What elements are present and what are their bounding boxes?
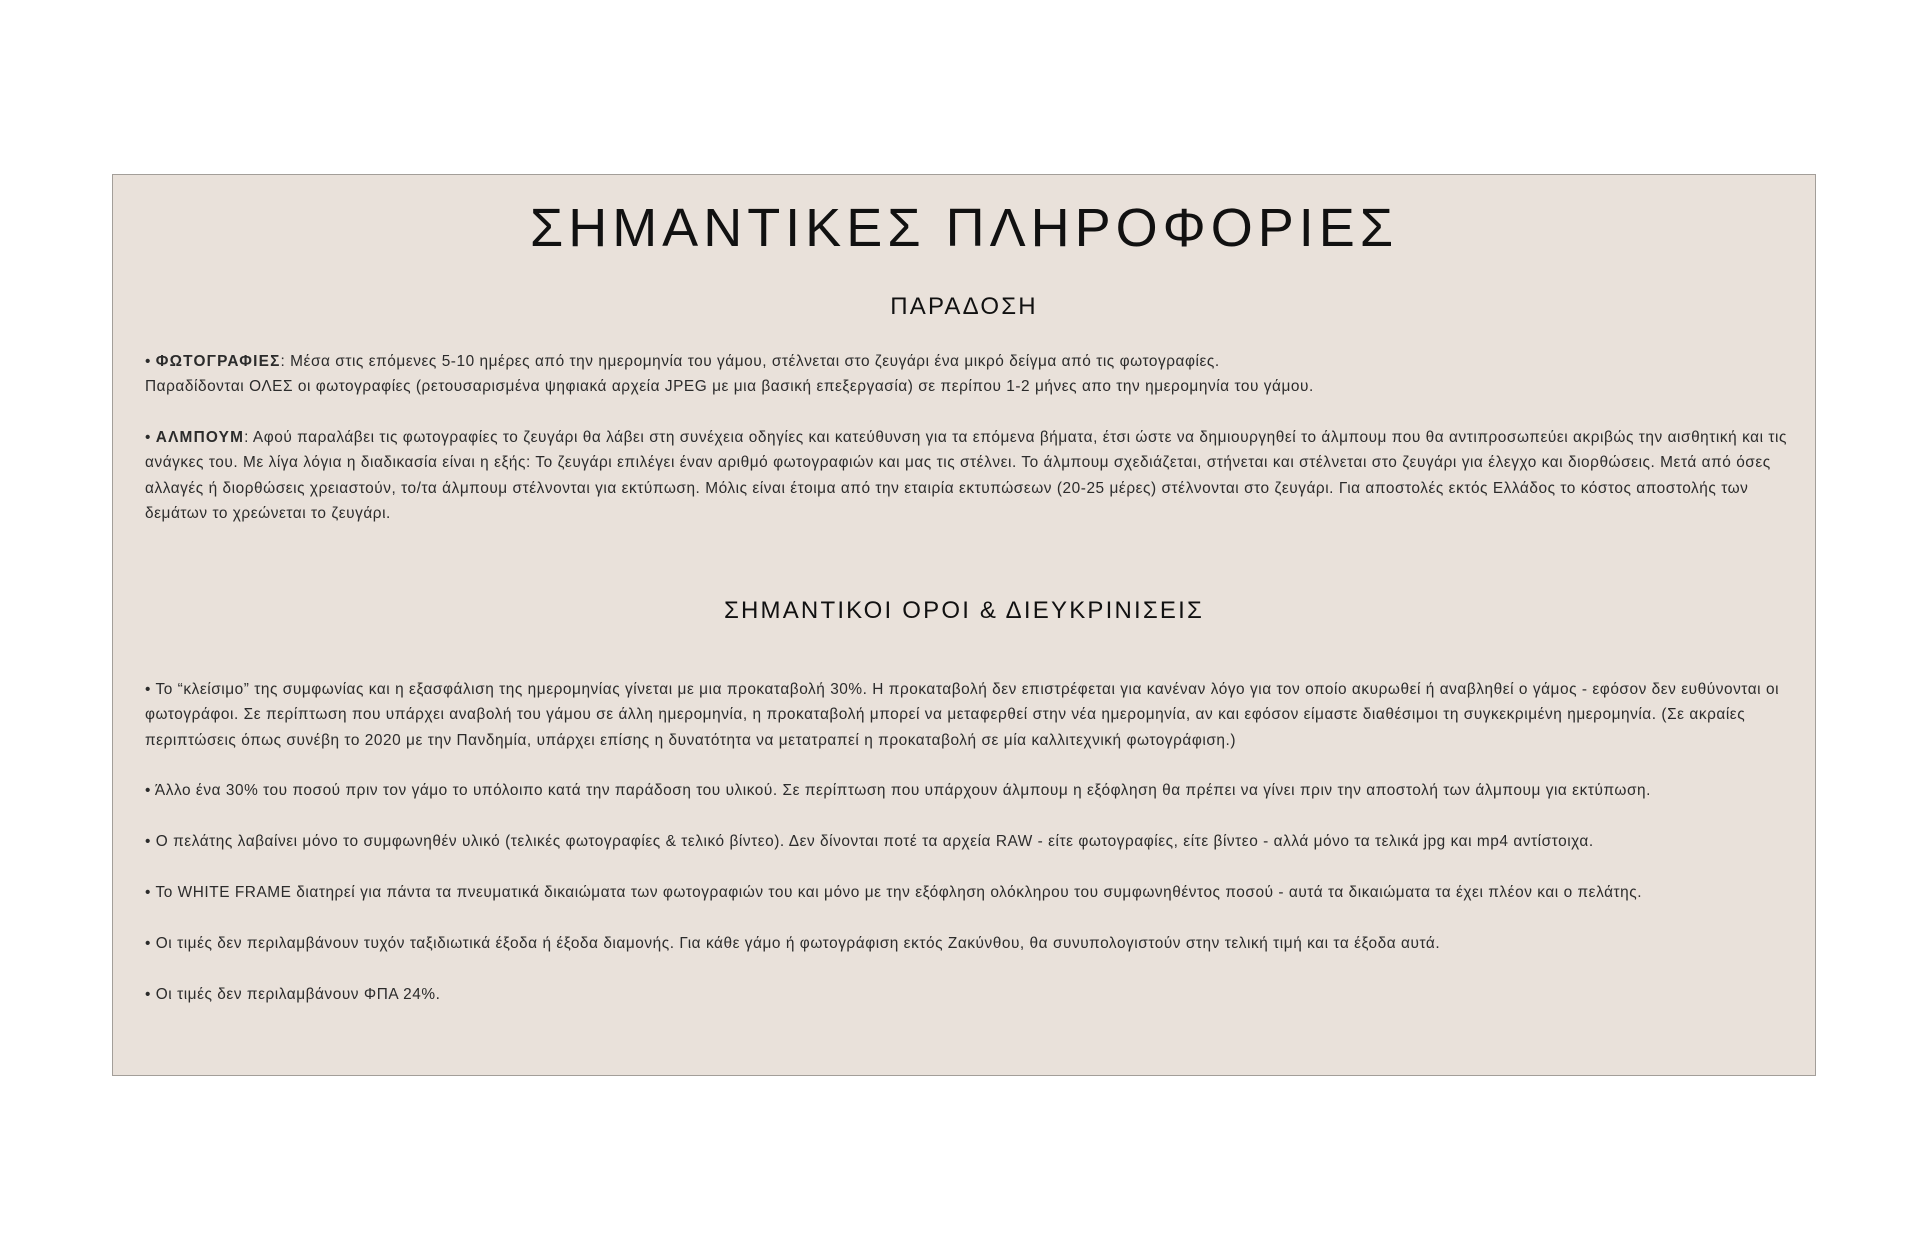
travel-term: • Οι τιμές δεν περιλαμβάνουν τυχόν ταξιδιωτικά έξοδα ή έξοδα διαμονής. Για κάθε γάμο ή φωτογράφιση εκτός Ζακύνθου, θα συνυπολογιστούν στην τελική τιμή και τα έξοδα αυτά. bbox=[145, 935, 1441, 952]
vat-term: • Οι τιμές δεν περιλαμβάνουν ΦΠΑ 24%. bbox=[145, 986, 441, 1003]
photos-bullet: • bbox=[145, 353, 156, 370]
material-term: • Ο πελάτης λαβαίνει μόνο το συμφωνηθέν υλικό (τελικές φωτογραφίες & τελικό βίντεο). Δεν δίνονται ποτέ τα αρχεία RAW - είτε φωτογραφίες, είτε βίντεο - αλλά μόνο τα τελικά jpg και mp4 αντίστοιχα. bbox=[145, 833, 1594, 850]
info-panel bbox=[112, 174, 1816, 1076]
album-paragraph bbox=[145, 425, 1790, 526]
booking-term: • Το “κλείσιμο” της συμφωνίας και η εξασφάλιση της ημερομηνίας γίνεται με μια προκαταβολή 30%. Η προκαταβολή δεν επιστρέφεται για κανέναν λόγο για τον οποίο ακυρωθεί ή αναβληθεί ο γάμος - εφόσον δεν ευθύνονται οι φωτογράφοι. Σε περίπτωση που υπάρχει αναβολή του γάμου σε άλλη ημερομηνία, η προκαταβολή μπορεί να μεταφερθεί στην νέα ημερομηνία, αν και εφόσον είμαστε διαθέσιμοι τη συγκεκριμένη ημερομηνία. (Σε ακραίες περιπτώσεις όπως συνέβη το 2020 με την Πανδημία, υπάρχει επίσης η δυνατότητα να μετατραπεί η προκαταβολή σε μία καλλιτεχνική φωτογράφιση.) bbox=[145, 681, 1780, 749]
photos-delivery-text: Παραδίδονται ΟΛΕΣ οι φωτογραφίες (ρετουσαρισμένα ψηφιακά αρχεία JPEG με μια βασική επεξεργασία) σε περίπου 1-2 μήνες απο την ημερομηνία του γάμου. bbox=[145, 378, 1314, 396]
photos-label: ΦΩΤΟΓΡΑΦΙΕΣ bbox=[155, 353, 281, 370]
balance-term: • Άλλο ένα 30% του ποσού πριν τον γάμο το υπόλοιπο κατά την παράδοση του υλικού. Σε περίπτωση που υπάρχουν άλμπουμ η εξόφληση θα πρέπει να γίνει πριν την αποστολή των άλμπουμ για εκτύπωση. bbox=[145, 782, 1651, 799]
terms-heading: ΣΗΜΑΝΤΙΚΟΙ ΟΡΟΙ & ΔΙΕΥΚΡΙΝΙΣΕΙΣ bbox=[723, 597, 1205, 624]
photos-paragraph bbox=[145, 349, 1790, 400]
photos-text: : Μέσα στις επόμενες 5-10 ημέρες από την ημερομηνία του γάμου, στέλνεται στο ζευγάρι ένα μικρό δείγμα από τις φωτογραφίες. bbox=[280, 353, 1220, 370]
page-title: ΣΗΜΑΝΤΙΚΕΣ ΠΛΗΡΟΦΟΡΙΕΣ bbox=[529, 198, 1399, 258]
delivery-heading: ΠΑΡΑΔΟΣΗ bbox=[890, 293, 1038, 320]
album-label: ΑΛΜΠΟΥΜ bbox=[155, 429, 245, 446]
album-text: : Αφού παραλάβει τις φωτογραφίες το ζευγάρι θα λάβει στη συνέχεια οδηγίες και κατεύθυνση για τα επόμενα βήματα, έτσι ώστε να δημιουργηθεί το άλμπουμ που θα αντιπροσωπεύει ακριβώς την αισθητική και τις ανάγκες του. Με λίγα λόγια η διαδικασία είναι η εξής: Το ζευγάρι επιλέγει έναν αριθμό φωτογραφιών και μας τις στέλνει. Το άλμπουμ σχεδιάζεται, στήνεται και στέλνεται στο ζευγάρι για έλεγχο και διορθώσεις. Μετά από όσες αλλαγές ή διορθώσεις χρειαστούν, το/τα άλμπουμ στέλνονται για εκτύπωση. Μόλις είναι έτοιμα από την εταιρία εκτυπώσεων (20-25 μέρες) στέλνονται στο ζευγάρι. Για αποστολές εκτός Ελλάδος το κόστος αποστολής των δεμάτων το χρεώνεται το ζευγάρι. bbox=[145, 429, 1787, 522]
copyright-term: • Το WHITE FRAME διατηρεί για πάντα τα πνευματικά δικαιώματα των φωτογραφιών του και μόνο με την εξόφληση ολόκληρου του συμφωνηθέντος ποσού - αυτά τα δικαιώματα τα έχει πλέον και ο πελάτης. bbox=[145, 884, 1643, 901]
album-bullet: • bbox=[145, 429, 156, 446]
